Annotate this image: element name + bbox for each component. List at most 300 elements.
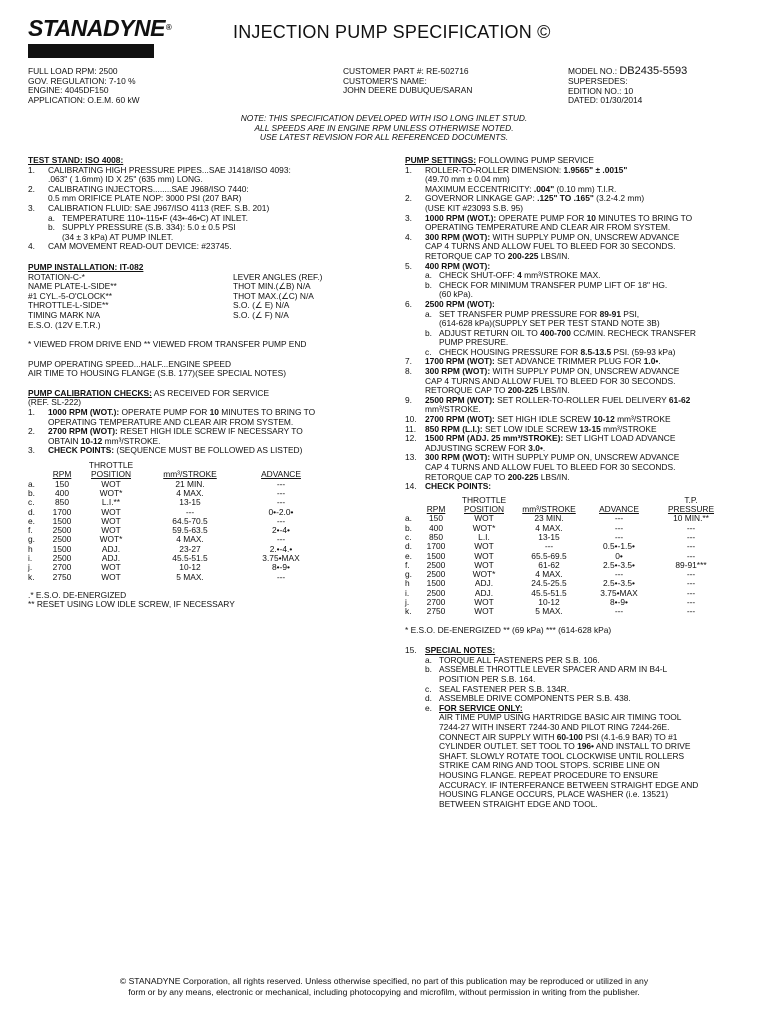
list-marker: b.: [425, 664, 432, 675]
table-cell: 400: [429, 522, 443, 533]
table-cell: j.: [405, 597, 410, 608]
list-marker: 10.: [405, 414, 417, 425]
header-cell: POSITION: [463, 504, 505, 515]
install-footnote: * VIEWED FROM DRIVE END ** VIEWED FROM TRANSFER PUMP END: [28, 339, 307, 350]
list-item-line: 1700 RPM (WOT): SET ADVANCE TRIMMER PLUG FOR 1.0•.: [425, 356, 661, 367]
table-cell: WOT: [101, 562, 121, 573]
application: APPLICATION: O.E.M. 60 kW: [28, 94, 140, 105]
list-item-line: CAP 4 TURNS AND ALLOW FUEL TO BLEED FOR 30 SECONDS.: [425, 375, 676, 386]
header-cell: THROTTLE: [88, 460, 134, 471]
table-cell: ---: [614, 522, 624, 533]
gov-regulation: GOV. REGULATION: 7-10 %: [28, 75, 136, 86]
list-item-line: SUPPLY PRESSURE (S.B. 334): 5.0 ± 0.5 PSI: [62, 222, 236, 233]
list-marker: 7.: [405, 356, 412, 367]
table-cell: 2750: [426, 606, 446, 617]
test-stand-list: [28, 166, 373, 214]
table-cell: WOT: [101, 525, 121, 536]
table-cell: WOT: [474, 597, 494, 608]
pump-settings-title: PUMP SETTINGS:: [405, 155, 477, 165]
list-marker: c.: [425, 346, 432, 357]
table-cell: f.: [405, 559, 410, 570]
install-left: TIMING MARK N/A: [28, 309, 101, 320]
list-marker: 12.: [405, 433, 417, 444]
list-item-line: 2500 RPM (WOT):: [425, 298, 495, 309]
list-item-line: RETORQUE CAP TO 200-225 LBS/IN.: [425, 250, 570, 261]
list-item-text: [48, 242, 232, 252]
header-cell: mm³/STROKE: [522, 504, 576, 515]
table-cell: 2700: [426, 597, 446, 608]
special-notes-title: SPECIAL NOTES:: [425, 645, 496, 656]
for-service-only-text: [439, 713, 698, 809]
list-marker: 1.: [28, 407, 35, 418]
table-cell: 45.5-51.5: [531, 587, 567, 598]
list-item-line: OPERATING TEMPERATURE AND CLEAR AIR FROM SYSTEM.: [425, 222, 671, 233]
table-row: [405, 533, 727, 542]
table-cell: ADJ.: [101, 553, 121, 563]
list-item-line: TEMPERATURE 110•-115•F (43•-46•C) AT INLET.: [62, 212, 248, 223]
list-marker: 3.: [28, 445, 35, 456]
list-item-line: 850 RPM (L.I.): SET LOW IDLE SCREW 13-15 mm³/STROKE: [425, 423, 657, 434]
table-cell: 2700: [52, 562, 72, 573]
list-item-line: 400 RPM (WOT):: [425, 260, 491, 271]
table-row: [405, 561, 727, 570]
header-col-1: [28, 67, 140, 105]
table-cell: 850: [429, 531, 443, 542]
table-cell: ---: [276, 478, 286, 489]
special-notes-list: [405, 656, 750, 704]
table-cell: ---: [544, 541, 554, 552]
special-note-line: SHAFT. SLOWLY ROTATE TOOL CLOCKWISE UNTIL ROLLERS: [439, 750, 685, 761]
pump-settings-list: [405, 166, 750, 272]
list-item-line: 1000 RPM (WOT.): OPERATE PUMP FOR 10 MINUTES TO BRING TO: [425, 212, 693, 223]
table-cell: WOT*: [472, 569, 496, 580]
list-marker: 11.: [405, 423, 417, 434]
table-cell: L.I.**: [101, 497, 121, 508]
list-item-line: (614-628 kPa)(SUPPLY SET PER TEST STAND NOTE 3B): [439, 318, 660, 329]
list-item: [425, 665, 750, 684]
list-marker: 4.: [405, 231, 412, 242]
list-item-text: [439, 329, 696, 348]
table-cell: 400: [55, 487, 69, 498]
table-cell: ADJ.: [101, 543, 121, 554]
pump-settings-list-2: [405, 357, 750, 491]
table-row: [405, 524, 727, 533]
list-item: [405, 214, 750, 233]
table-cell: 2500: [52, 534, 72, 545]
customer-name: JOHN DEERE DUBUQUE/SARAN: [343, 85, 473, 96]
note-line: ALL SPEEDS ARE IN ENGINE RPM UNLESS OTHERWISE NOTED.: [254, 122, 514, 133]
list-marker: a.: [425, 270, 432, 281]
table-cell: 2.5•-3.5•: [603, 559, 635, 570]
table-cell: 150: [55, 478, 69, 489]
table-cell: 4 MAX.: [535, 569, 563, 580]
list-item: [425, 329, 750, 348]
table-cell: 4 MAX.: [535, 522, 563, 533]
list-item-text: [425, 396, 690, 415]
table-cell: 89-91***: [675, 559, 707, 570]
table-cell: 10-12: [538, 597, 560, 608]
list-marker: b.: [425, 327, 432, 338]
right-column: [405, 156, 750, 809]
table-cell: 2•-4•: [272, 525, 290, 536]
list-marker: b.: [48, 222, 55, 233]
table-cell: b.: [28, 487, 35, 498]
list-item-line: CAM MOVEMENT READ-OUT DEVICE: #23745.: [48, 241, 232, 252]
table-cell: WOT: [101, 515, 121, 526]
list-item: [405, 166, 750, 195]
list-marker: a.: [425, 308, 432, 319]
table-cell: ---: [686, 606, 696, 617]
table-cell: 2500: [52, 525, 72, 536]
table-cell: h: [28, 543, 33, 554]
table-cell: ---: [276, 497, 286, 508]
list-item-text: [48, 185, 249, 204]
list-item-text: [425, 214, 692, 233]
table-cell: 65.5-69.5: [531, 550, 567, 561]
table-cell: 3.75•MAX: [600, 587, 638, 598]
list-item-line: (USE KIT #23093 S.B. 95): [425, 202, 524, 213]
table-cell: i.: [28, 553, 33, 563]
copyright-line: © STANADYNE Corporation, all rights reserved. Unless otherwise specified, no part of this publication may be reproduced or utilized in any: [119, 976, 649, 986]
note-line: NOTE: THIS SPECIFICATION DEVELOPED WITH ISO LONG INLET STUD.: [240, 113, 528, 123]
list-item-line: RETORQUE CAP TO 200-225 LBS/IN.: [425, 385, 570, 396]
header-cell: [405, 496, 419, 505]
list-item-line: (34 ± 3 kPa) AT PUMP INLET.: [62, 231, 174, 242]
list-item-text: [425, 482, 491, 492]
calibration-title: PUMP CALIBRATION CHECKS:: [28, 387, 152, 398]
list-item-line: CALIBRATION FLUID: SAE J967/ISO 4113 (REF. S.B. 201): [48, 202, 270, 213]
table-cell: 2500: [426, 569, 446, 580]
table-cell: 0.5•-1.5•: [603, 541, 635, 552]
special-note-line: 7244-27 WITH INSERT 7244-30 AND PILOT RING 7244-26E.: [439, 721, 670, 732]
table-cell: WOT: [474, 541, 494, 552]
table-cell: 850: [55, 497, 69, 508]
list-item-line: CHECK POINTS:: [425, 481, 492, 492]
list-item-line: 2700 RPM (WOT): SET HIGH IDLE SCREW 10-12 mm³/STROKE: [425, 414, 671, 425]
table-cell: WOT*: [99, 534, 123, 545]
list-marker: 6.: [405, 298, 412, 309]
table-cell: 10-12: [179, 562, 201, 573]
table-cell: ---: [686, 531, 696, 542]
table-cell: a.: [405, 513, 412, 524]
table-cell: 2750: [52, 571, 72, 582]
left-column: [28, 156, 373, 610]
table-cell: 2500: [426, 559, 446, 570]
dated: DATED: 01/30/2014: [568, 95, 643, 106]
install-right: THOT MIN.(∠B) N/A: [233, 281, 311, 292]
install-left: THROTTLE-L-SIDE**: [28, 300, 109, 311]
table-cell: ---: [686, 587, 696, 598]
table-cell: 45.5-51.5: [172, 553, 208, 563]
list-marker: 2.: [28, 183, 35, 194]
table-cell: WOT: [474, 559, 494, 570]
table-cell: 64.5-70.5: [172, 515, 208, 526]
table-cell: 2500: [426, 587, 446, 598]
list-item: [405, 367, 750, 396]
right-table-foot: * E.S.O. DE-ENERGIZED ** (69 kPa) *** (614-628 kPa): [405, 624, 612, 635]
table-cell: ---: [614, 606, 624, 617]
list-item: [28, 185, 373, 204]
left-table-foot: .* E.S.O. DE-ENERGIZED: [28, 589, 127, 600]
test-stand-item-4: [28, 242, 373, 252]
table-cell: i.: [405, 587, 410, 598]
table-cell: 8•-9•: [272, 562, 290, 573]
table-cell: g.: [405, 569, 412, 580]
list-item: [28, 427, 373, 446]
table-cell: ADJ.: [474, 587, 494, 598]
table-cell: 4 MAX.: [176, 534, 204, 545]
table-cell: ---: [276, 487, 286, 498]
list-marker: 1.: [28, 164, 35, 175]
install-right: S.O. (∠ E) N/A: [233, 300, 290, 311]
list-item-line: SET TRANSFER PUMP PRESSURE FOR 89-91 PSI,: [439, 308, 640, 319]
operating-speed: PUMP OPERATING SPEED...HALF...ENGINE SPEED: [28, 358, 232, 369]
table-cell: WOT: [101, 478, 121, 489]
list-item-text: [425, 434, 675, 453]
table-cell: d.: [405, 541, 412, 552]
pump-installation-table: [28, 273, 373, 331]
supersedes: SUPERSEDES:: [568, 76, 628, 86]
list-item-line: POSITION PER S.B. 164.: [439, 674, 536, 685]
table-cell: WOT*: [472, 522, 496, 533]
logo-bar: [28, 44, 154, 58]
table-cell: ---: [276, 571, 286, 582]
list-item-line: 300 RPM (WOT): WITH SUPPLY PUMP ON, UNSCREW ADVANCE: [425, 231, 680, 242]
list-item-line: TORQUE ALL FASTENERS PER S.B. 106.: [439, 654, 600, 665]
table-cell: 61-62: [538, 559, 560, 570]
table-cell: WOT: [474, 606, 494, 617]
table-cell: WOT: [474, 550, 494, 561]
calibration-list: [28, 408, 373, 456]
table-cell: 8•-9•: [610, 597, 628, 608]
list-item-line: CALIBRATING HIGH PRESSURE PIPES...SAE J1418/ISO 4093:: [48, 164, 291, 175]
table-cell: WOT: [474, 513, 494, 524]
header-cell: mm³/STROKE: [163, 469, 217, 480]
table-cell: k.: [28, 571, 35, 582]
table-cell: WOT*: [99, 487, 123, 498]
list-marker: 9.: [405, 394, 412, 405]
table-cell: b.: [405, 522, 412, 533]
list-item-line: CAP 4 TURNS AND ALLOW FUEL TO BLEED FOR 30 SECONDS.: [425, 241, 676, 252]
table-cell: 4 MAX.: [176, 487, 204, 498]
table-cell: 3.75•MAX: [262, 553, 300, 563]
install-left: #1 CYL.-5-O'CLOCK**: [28, 290, 112, 301]
table-cell: 2.5•-3.5•: [603, 578, 635, 589]
list-item-line: MAXIMUM ECCENTRICITY: .004" (0.10 mm) T.I.R.: [425, 183, 617, 194]
list-item: [405, 233, 750, 262]
table-cell: 5 MAX.: [176, 571, 204, 582]
table-cell: ---: [686, 578, 696, 589]
table-cell: 2500: [52, 553, 72, 563]
table-cell: WOT: [101, 506, 121, 517]
test-stand-title: TEST STAND: ISO 4008:: [28, 155, 124, 165]
logo-brand: STANADYNE: [28, 15, 165, 41]
table-cell: 23 MIN.: [534, 513, 564, 524]
list-item-text: [48, 427, 303, 446]
table-cell: k.: [405, 606, 412, 617]
test-stand-sublist: [28, 214, 373, 243]
header-cell: RPM: [52, 469, 72, 480]
list-item-line: CHECK FOR MINIMUM TRANSFER PUMP LIFT OF 18" HG.: [439, 279, 668, 290]
list-item: [28, 166, 373, 185]
header-cell: POSITION: [90, 469, 132, 480]
table-cell: 1700: [426, 541, 446, 552]
table-cell: h: [405, 578, 410, 589]
table-row: [405, 598, 727, 607]
special-note-line: ACCURACY. IF INTERFERANCE BETWEEN STRAIGHT EDGE AND: [439, 779, 699, 790]
table-cell: ---: [686, 541, 696, 552]
install-right: THOT MAX.(∠C) N/A: [233, 290, 314, 301]
list-item-line: SEAL FASTENER PER S.B. 134R.: [439, 683, 570, 694]
list-item-line: .063" ( 1.6mm) ID X 25" (635 mm) LONG.: [48, 174, 203, 185]
list-item: [28, 408, 373, 427]
install-left: E.S.O. (12V E.T.R.): [28, 319, 101, 330]
air-time-note: AIR TIME TO HOUSING FLANGE (S.B. 177)(SEE SPECIAL NOTES): [28, 368, 286, 379]
customer-name-label: CUSTOMER'S NAME:: [343, 75, 427, 86]
list-item-text: [48, 408, 315, 427]
list-item-line: 1000 RPM (WOT.): OPERATE PUMP FOR 10 MINUTES TO BRING TO: [48, 407, 316, 418]
list-item-line: CHECK POINTS: (SEQUENCE MUST BE FOLLOWED AS LISTED): [48, 445, 303, 456]
note-line: USE LATEST REVISION FOR ALL REFERENCED DOCUMENTS.: [259, 132, 509, 143]
table-cell: 59.5-63.5: [172, 525, 208, 536]
right-check-points-table: [405, 496, 727, 617]
pump-installation-title: PUMP INSTALLATION: IT-082: [28, 261, 144, 272]
header-cell: PRESSURE: [667, 504, 715, 515]
table-cell: ADJ.: [474, 578, 494, 589]
table-cell: ---: [686, 569, 696, 580]
for-service-only-title: FOR SERVICE ONLY:: [439, 702, 523, 713]
table-cell: f.: [28, 525, 33, 536]
table-row: [405, 607, 727, 616]
model-label: MODEL NO.:: [568, 66, 618, 76]
list-item-text: [439, 665, 667, 684]
list-marker: 14.: [405, 481, 417, 492]
list-marker: a.: [48, 212, 55, 223]
table-cell: ---: [276, 515, 286, 526]
install-row: [28, 321, 373, 331]
table-cell: 23-27: [179, 543, 201, 554]
special-notes-number: 15.: [405, 645, 417, 656]
table-row: [405, 514, 727, 523]
table-cell: d.: [28, 506, 35, 517]
list-item-line: 2700 RPM (WOT): RESET HIGH IDLE SCREW IF NECESSARY TO: [48, 426, 303, 437]
header-cell: THROTTLE: [461, 494, 507, 505]
model-number: DB2435-5593: [619, 65, 688, 77]
special-note-line: AIR TIME PUMP USING HARTRIDGE BASIC AIR TIMING TOOL: [439, 712, 682, 723]
left-check-points-table: [28, 461, 322, 582]
list-item-line: OPERATING TEMPERATURE AND CLEAR AIR FROM SYSTEM.: [48, 416, 294, 427]
list-item-text: [48, 166, 291, 185]
special-note-line: HOUSING FLANGE. REPEAT PROCEDURE TO ENSURE: [439, 769, 659, 780]
list-item-line: ASSEMBLE THROTTLE LEVER SPACER AND ARM IN B4-L: [439, 664, 668, 675]
install-left: ROTATION-C-*: [28, 271, 85, 282]
list-item-line: CHECK HOUSING PRESSURE FOR 8.5-13.5 PSI. (59-93 kPa): [439, 346, 676, 357]
stanadyne-logo: [28, 15, 172, 58]
list-item-line: ROLLER-TO-ROLLER DIMENSION: 1.9565" ± .0015": [425, 164, 628, 175]
list-item: [48, 223, 373, 242]
list-item-text: [425, 166, 627, 195]
table-cell: 2.•-4.•: [269, 543, 293, 554]
special-note-line: BETWEEN STRAIGHT EDGE AND TOOL.: [439, 798, 598, 809]
pump-settings-title-rest: FOLLOWING PUMP SERVICE: [476, 155, 594, 165]
list-marker: 3.: [28, 202, 35, 213]
table-cell: 1700: [52, 506, 72, 517]
table-cell: e.: [28, 515, 35, 526]
list-item-line: (49.70 mm ± 0.04 mm): [425, 174, 510, 185]
list-item-line: 2500 RPM (WOT): SET ROLLER-TO-ROLLER FUEL DELIVERY 61-62: [425, 394, 691, 405]
spec-note: [0, 114, 768, 143]
table-cell: 21 MIN.: [175, 478, 205, 489]
list-item-text: [425, 194, 644, 213]
list-item: [405, 482, 750, 492]
customer-part: CUSTOMER PART #: RE-502716: [343, 66, 469, 76]
full-load-rpm: FULL LOAD RPM: 2500: [28, 66, 118, 76]
list-item-line: ASSEMBLE DRIVE COMPONENTS PER S.B. 438.: [439, 693, 631, 704]
list-item: [405, 194, 750, 213]
list-marker: e.: [425, 702, 432, 713]
list-item-text: [425, 233, 679, 262]
list-item-text: [62, 223, 236, 242]
table-cell: 1500: [426, 550, 446, 561]
list-marker: 2.: [28, 426, 35, 437]
list-item-line: ADJUSTING SCREW FOR 3.0•.: [425, 442, 546, 453]
list-item-text: [439, 310, 660, 329]
list-marker: d.: [425, 693, 432, 704]
list-item-line: 0.5 mm ORIFICE PLATE NOP: 3000 PSI (207 BAR): [48, 193, 242, 204]
list-item-text: [48, 446, 302, 456]
list-item: [405, 434, 750, 453]
table-cell: 10 MIN.**: [673, 513, 709, 524]
list-item: [405, 396, 750, 415]
list-marker: 5.: [405, 260, 412, 271]
header-cell: ADVANCE: [599, 504, 639, 515]
list-item: [425, 310, 750, 329]
list-marker: 3.: [405, 212, 412, 223]
table-cell: g.: [28, 534, 35, 545]
list-item-line: CALIBRATING INJECTORS........SAE J968/ISO 7440:: [48, 183, 249, 194]
engine: ENGINE: 4045DF150: [28, 85, 109, 96]
list-item: [425, 281, 750, 300]
list-item-line: (60 kPa).: [439, 289, 473, 300]
special-note-line: CONNECT AIR SUPPLY WITH 60-100 PSI (4.1-6.9 BAR) TO #1: [439, 731, 678, 742]
table-cell: WOT: [101, 571, 121, 582]
list-marker: c.: [425, 683, 432, 694]
list-marker: 13.: [405, 452, 417, 463]
table-cell: ---: [185, 506, 195, 517]
header-cell: ADVANCE: [261, 469, 301, 480]
install-right: S.O. (∠ F) N/A: [233, 309, 289, 320]
list-marker: 4.: [28, 241, 35, 252]
table-cell: ---: [686, 597, 696, 608]
table-cell: 13-15: [179, 497, 201, 508]
special-note-line: HOUSING FLANGE OCCURS, PLACE WASHER (i.e. 13521): [439, 789, 669, 800]
list-marker: 8.: [405, 366, 412, 377]
list-item-line: ADJUST RETURN OIL TO 400-700 CC/MIN. RECHECK TRANSFER: [439, 327, 696, 338]
list-marker: b.: [425, 279, 432, 290]
table-cell: ---: [686, 550, 696, 561]
table-cell: a.: [28, 478, 35, 489]
list-item-line: 300 RPM (WOT): WITH SUPPLY PUMP ON, UNSCREW ADVANCE: [425, 452, 680, 463]
table-cell: ---: [276, 534, 286, 545]
header-col-3: [568, 66, 687, 106]
list-item-line: RETORQUE CAP TO 200-225 LBS/IN.: [425, 471, 570, 482]
page-title: INJECTION PUMP SPECIFICATION ©: [233, 22, 551, 42]
list-item-line: PUMP PRESURE.: [439, 337, 509, 348]
left-table-foot: ** RESET USING LOW IDLE SCREW, IF NECESSARY: [28, 599, 235, 610]
header-cell: RPM: [426, 504, 446, 515]
table-cell: 5 MAX.: [535, 606, 563, 617]
table-cell: ---: [614, 531, 624, 542]
